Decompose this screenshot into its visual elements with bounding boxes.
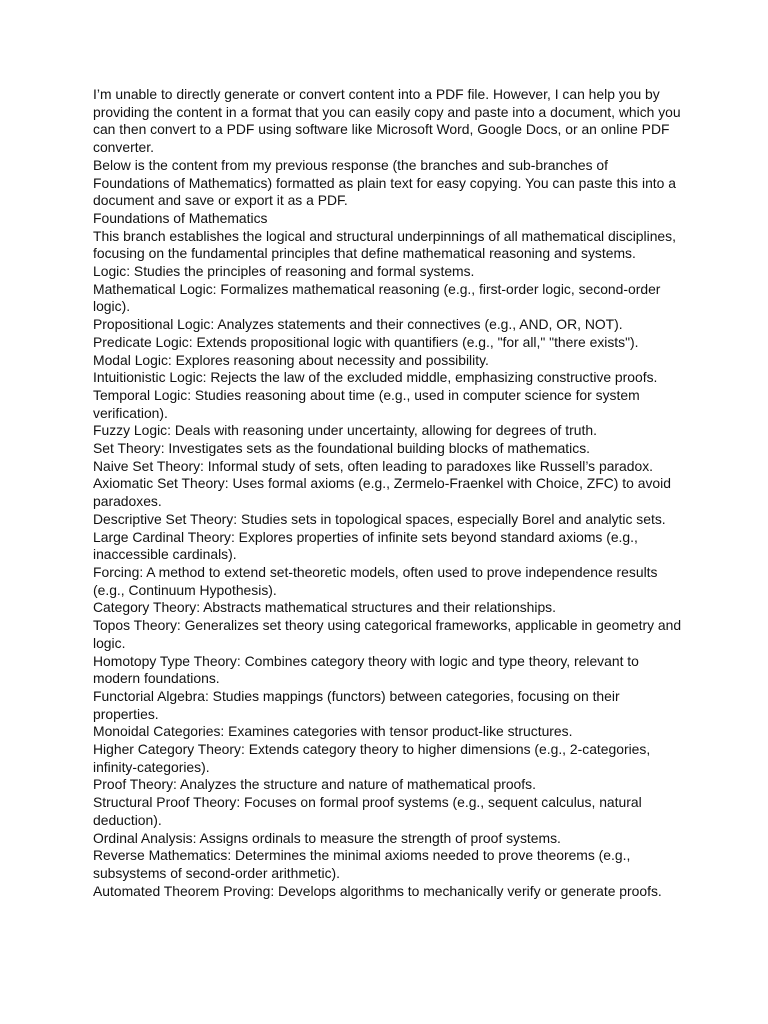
list-item-category-theory: Category Theory: Abstracts mathematical structures and their relationships.	[93, 599, 556, 616]
list-item-predicate-logic: Predicate Logic: Extends propositional logic with quantifiers (e.g., "for all," "there exists").	[93, 333, 639, 350]
list-item-mathematical-logic: Mathematical Logic: Formalizes mathematical reasoning (e.g., first-order logic, second-order logic).	[93, 280, 661, 315]
list-item-logic: Logic: Studies the principles of reasoning and formal systems.	[93, 263, 475, 280]
list-item-set-theory: Set Theory: Investigates sets as the foundational building blocks of mathematics.	[93, 440, 590, 457]
list-item-structural-proof-theory: Structural Proof Theory: Focuses on formal proof systems (e.g., sequent calculus, natural deduction).	[93, 794, 642, 828]
list-item-modal-logic: Modal Logic: Explores reasoning about necessity and possibility.	[93, 351, 489, 368]
list-item-large-cardinal-theory: Large Cardinal Theory: Explores properties of infinite sets beyond standard axioms (e.g., inaccessible cardinals).	[93, 528, 638, 563]
list-item-temporal-logic: Temporal Logic: Studies reasoning about time (e.g., used in computer science for system verification).	[93, 386, 640, 421]
list-item-reverse-mathematics: Reverse Mathematics: Determines the minimal axioms needed to prove theorems (e.g., subsystems of second-order arithmetic).	[93, 847, 631, 881]
section-description: This branch establishes the logical and structural underpinnings of all mathematical disciplines, focusing on the fundamental principles that define mathematical reasoning and systems.	[93, 227, 676, 262]
list-item-fuzzy-logic: Fuzzy Logic: Deals with reasoning under uncertainty, allowing for degrees of truth.	[93, 422, 597, 439]
list-item-topos-theory: Topos Theory: Generalizes set theory using categorical frameworks, applicable in geometry and logic.	[93, 617, 682, 651]
document-page	[93, 86, 683, 900]
list-item-automated-theorem-proving: Automated Theorem Proving: Develops algorithms to mechanically verify or generate proofs.	[93, 882, 662, 899]
list-item-propositional-logic: Propositional Logic: Analyzes statements and their connectives (e.g., AND, OR, NOT).	[93, 316, 623, 333]
list-item-ordinal-analysis: Ordinal Analysis: Assigns ordinals to measure the strength of proof systems.	[93, 829, 561, 846]
section-title: Foundations of Mathematics	[93, 209, 268, 226]
list-item-monoidal-categories: Monoidal Categories: Examines categories with tensor product-like structures.	[93, 723, 573, 740]
list-item-naive-set-theory: Naive Set Theory: Informal study of sets, often leading to paradoxes like Russell’s paradox.	[93, 457, 654, 474]
list-item-homotopy-type-theory: Homotopy Type Theory: Combines category theory with logic and type theory, relevant to modern foundations.	[93, 652, 639, 687]
content-note-paragraph: Below is the content from my previous response (the branches and sub-branches of Foundations of Mathematics) formatted as plain text for easy copying. You can paste this into a document and save or export it as a PDF.	[93, 156, 676, 209]
list-item-proof-theory: Proof Theory: Analyzes the structure and nature of mathematical proofs.	[93, 776, 536, 793]
list-item-descriptive-set-theory: Descriptive Set Theory: Studies sets in topological spaces, especially Borel and analytic sets.	[93, 510, 666, 527]
intro-paragraph: I’m unable to directly generate or convert content into a PDF file. However, I can help you by providing the content in a format that you can easily copy and paste into a document, which you can then convert to a PDF using software like Microsoft Word, Google Docs, or an online PDF converter.	[93, 86, 681, 156]
list-item-forcing: Forcing: A method to extend set-theoretic models, often used to prove independence results (e.g., Continuum Hypothesis).	[93, 563, 658, 598]
list-item-functorial-algebra: Functorial Algebra: Studies mappings (functors) between categories, focusing on their properties.	[93, 687, 620, 722]
list-item-intuitionistic-logic: Intuitionistic Logic: Rejects the law of the excluded middle, emphasizing constructive proofs.	[93, 369, 658, 386]
list-item-axiomatic-set-theory: Axiomatic Set Theory: Uses formal axioms (e.g., Zermelo-Fraenkel with Choice, ZFC) to avoid paradoxes.	[93, 475, 671, 510]
list-item-higher-category-theory: Higher Category Theory: Extends category theory to higher dimensions (e.g., 2-categories, infinity-categories).	[93, 741, 651, 775]
